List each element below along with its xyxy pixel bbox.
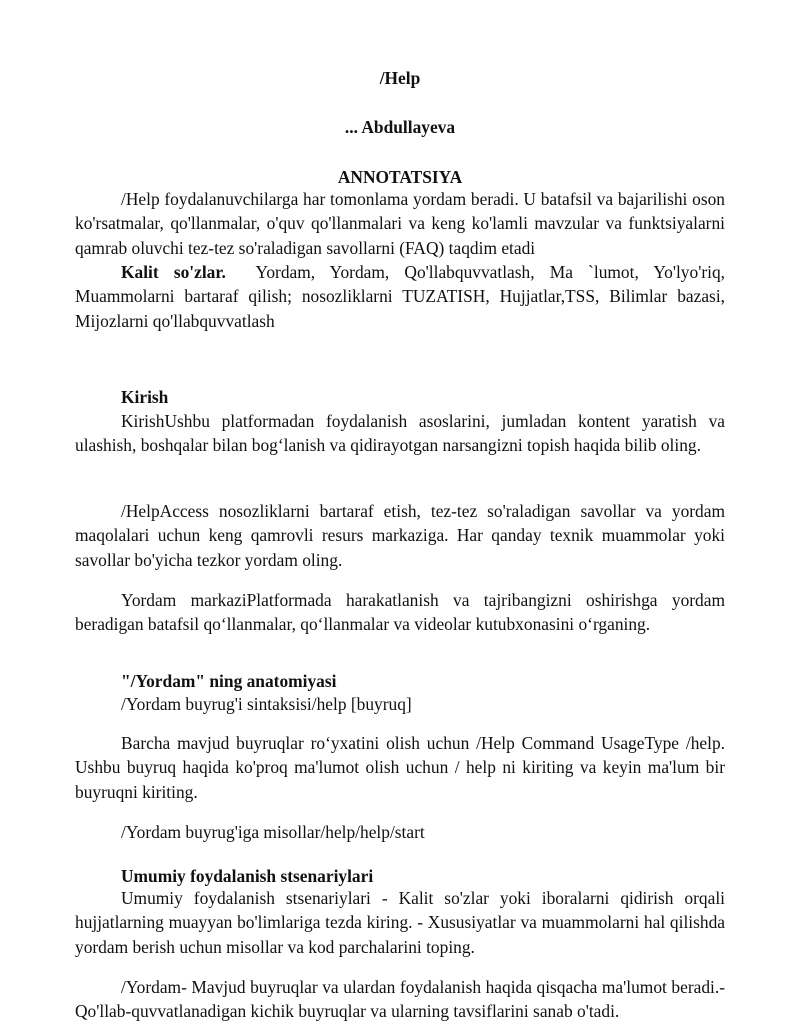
keywords-label: Kalit so'zlar.	[121, 262, 226, 282]
intro-heading: Kirish	[121, 387, 169, 407]
anatomy-paragraph: Barcha mavjud buyruqlar ro‘yxatini olish uchun /Help Command UsageType /help. Ushbu buyruq haqida ko'proq ma'lumot olish uchun / help ni kiriting va keyin ma'lum bir buyruqni kiriting.	[75, 733, 725, 802]
annotation-heading: ANNOTATSIYA	[337, 167, 463, 187]
intro-paragraph-2: /HelpAccess nosozliklarni bartaraf etish, tez-tez so'raladigan savollar va yordam maqolalari uchun keng qamrovli resurs markaziga. Har qanday texnik muammolar yoki savollar bo'yicha tezkor yordam oling.	[75, 501, 725, 570]
keywords-paragraph	[75, 260, 725, 333]
scenarios-paragraph-2: /Yordam- Mavjud buyruqlar va ulardan foydalanish haqida qisqacha ma'lumot beradi.- Qo'llab-quvvatlanadigan kichik buyruqlar va ularning tavsiflarini sanab o'tadi.	[75, 977, 725, 1022]
annotation-paragraph: /Help foydalanuvchilarga har tomonlama yordam beradi. U batafsil va bajarilishi oson ko'rsatmalar, qo'llanmalar, o'quv qo'llanmalari va keng ko'lamli mavzular va funktsiyalarni qamrab oluvchi tez-tez so'raladigan savollarni (FAQ) taqdim etadi	[75, 189, 725, 258]
anatomy-syntax-line: /Yordam buyrug'i sintaksisi/help [buyruq]	[121, 694, 412, 714]
anatomy-examples-line: /Yordam buyrug'iga misollar/help/help/start	[121, 822, 425, 842]
document-title: /Help	[379, 68, 421, 88]
intro-paragraph-1: KirishUshbu platformadan foydalanish asoslarini, jumladan kontent yaratish va ulashish, boshqalar bilan bog‘lanish va qidirayotgan narsangizni topish haqida bilib oling.	[75, 411, 725, 456]
author-line: ... Abdullayeva	[344, 117, 456, 137]
scenarios-heading: Umumiy foydalanish stsenariylari	[121, 866, 374, 886]
anatomy-heading: "/Yordam" ning anatomiyasi	[121, 671, 337, 691]
keywords-text: Yordam, Yordam, Qo'llabquvvatlash, Ma `lumot, Yo'lyo'riq, Muammolarni bartaraf qilish; nosozliklarni TUZATISH, Hujjatlar,TSS, Bilimlar bazasi, Mijozlarni qo'llabquvvatlash	[75, 262, 725, 331]
scenarios-paragraph-1: Umumiy foydalanish stsenariylari - Kalit so'zlar yoki iboralarni qidirish orqali hujjatlarning muayyan bo'limlariga tezda kiring. - Xususiyatlar va muammolarni hal qilishda yordam berish uchun misollar va kod parchalarini toping.	[75, 888, 725, 957]
intro-paragraph-3: Yordam markaziPlatformada harakatlanish va tajribangizni oshirishga yordam beradigan batafsil qo‘llanmalar, qo‘llanmalar va videolar kutubxonasini o‘rganing.	[75, 590, 725, 635]
